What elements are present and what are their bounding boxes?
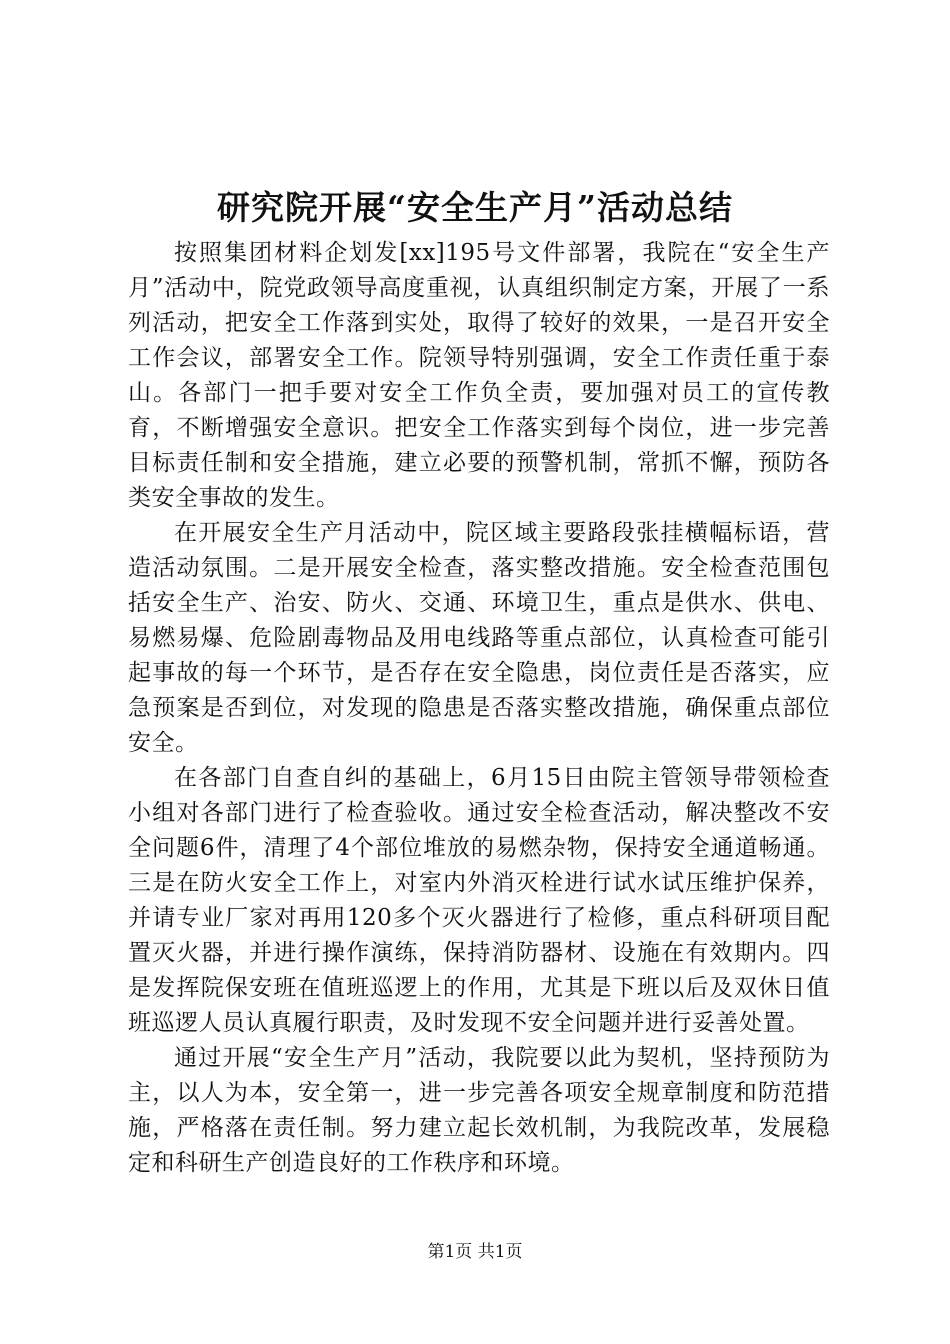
- paragraph-3: 在各部门自查自纠的基础上，6月15日由院主管领导带领检查小组对各部门进行了检查验收。通过安全检查活动，解决整改不安全问题6件，清理了4个部位堆放的易燃杂物，保持安全通道畅通。三是在防火安全工作上，对室内外消灭栓进行试水试压维护保养，并请专业厂家对再用120多个灭火器进行了检修，重点科研项目配置灭火器，并进行操作演练，保持消防器材、设施在有效期内。四是发挥院保安班在值班巡逻上的作用，尤其是下班以后及双休日值班巡逻人员认真履行职责，及时发现不安全问题并进行妥善处置。: [128, 765, 830, 1036]
- paragraph-4: 通过开展“安全生产月”活动，我院要以此为契机，坚持预防为主，以人为本，安全第一，进一步完善各项安全规章制度和防范措施，严格落在责任制。努力建立起长效机制，为我院改革，发展稳定和科研生产创造良好的工作秩序和环境。: [128, 1045, 830, 1176]
- page-number-footer: 第1页 共1页: [427, 1242, 523, 1262]
- paragraph-1: 按照集团材料企划发[xx]195号文件部署，我院在“安全生产月”活动中，院党政领导高度重视，认真组织制定方案，开展了一系列活动，把安全工作落到实处，取得了较好的效果，一是召开安全工作会议，部署安全工作。院领导特别强调，安全工作责任重于泰山。各部门一把手要对安全工作负全责，要加强对员工的宣传教育，不断增强安全意识。把安全工作落实到每个岗位，进一步完善目标责任制和安全措施，建立必要的预警机制，常抓不懈，预防各类安全事故的发生。: [128, 240, 830, 511]
- document-body: [128, 236, 830, 1181]
- paragraph-2: 在开展安全生产月活动中，院区域主要路段张挂横幅标语，营造活动氛围。二是开展安全检查，落实整改措施。安全检查范围包括安全生产、治安、防火、交通、环境卫生，重点是供水、供电、易燃易爆、危险剧毒物品及用电线路等重点部位，认真检查可能引起事故的每一个环节，是否存在安全隐患，岗位责任是否落实，应急预案是否到位，对发现的隐患是否落实整改措施，确保重点部位安全。: [128, 520, 830, 756]
- document-title: 研究院开展“安全生产月”活动总结: [217, 188, 733, 227]
